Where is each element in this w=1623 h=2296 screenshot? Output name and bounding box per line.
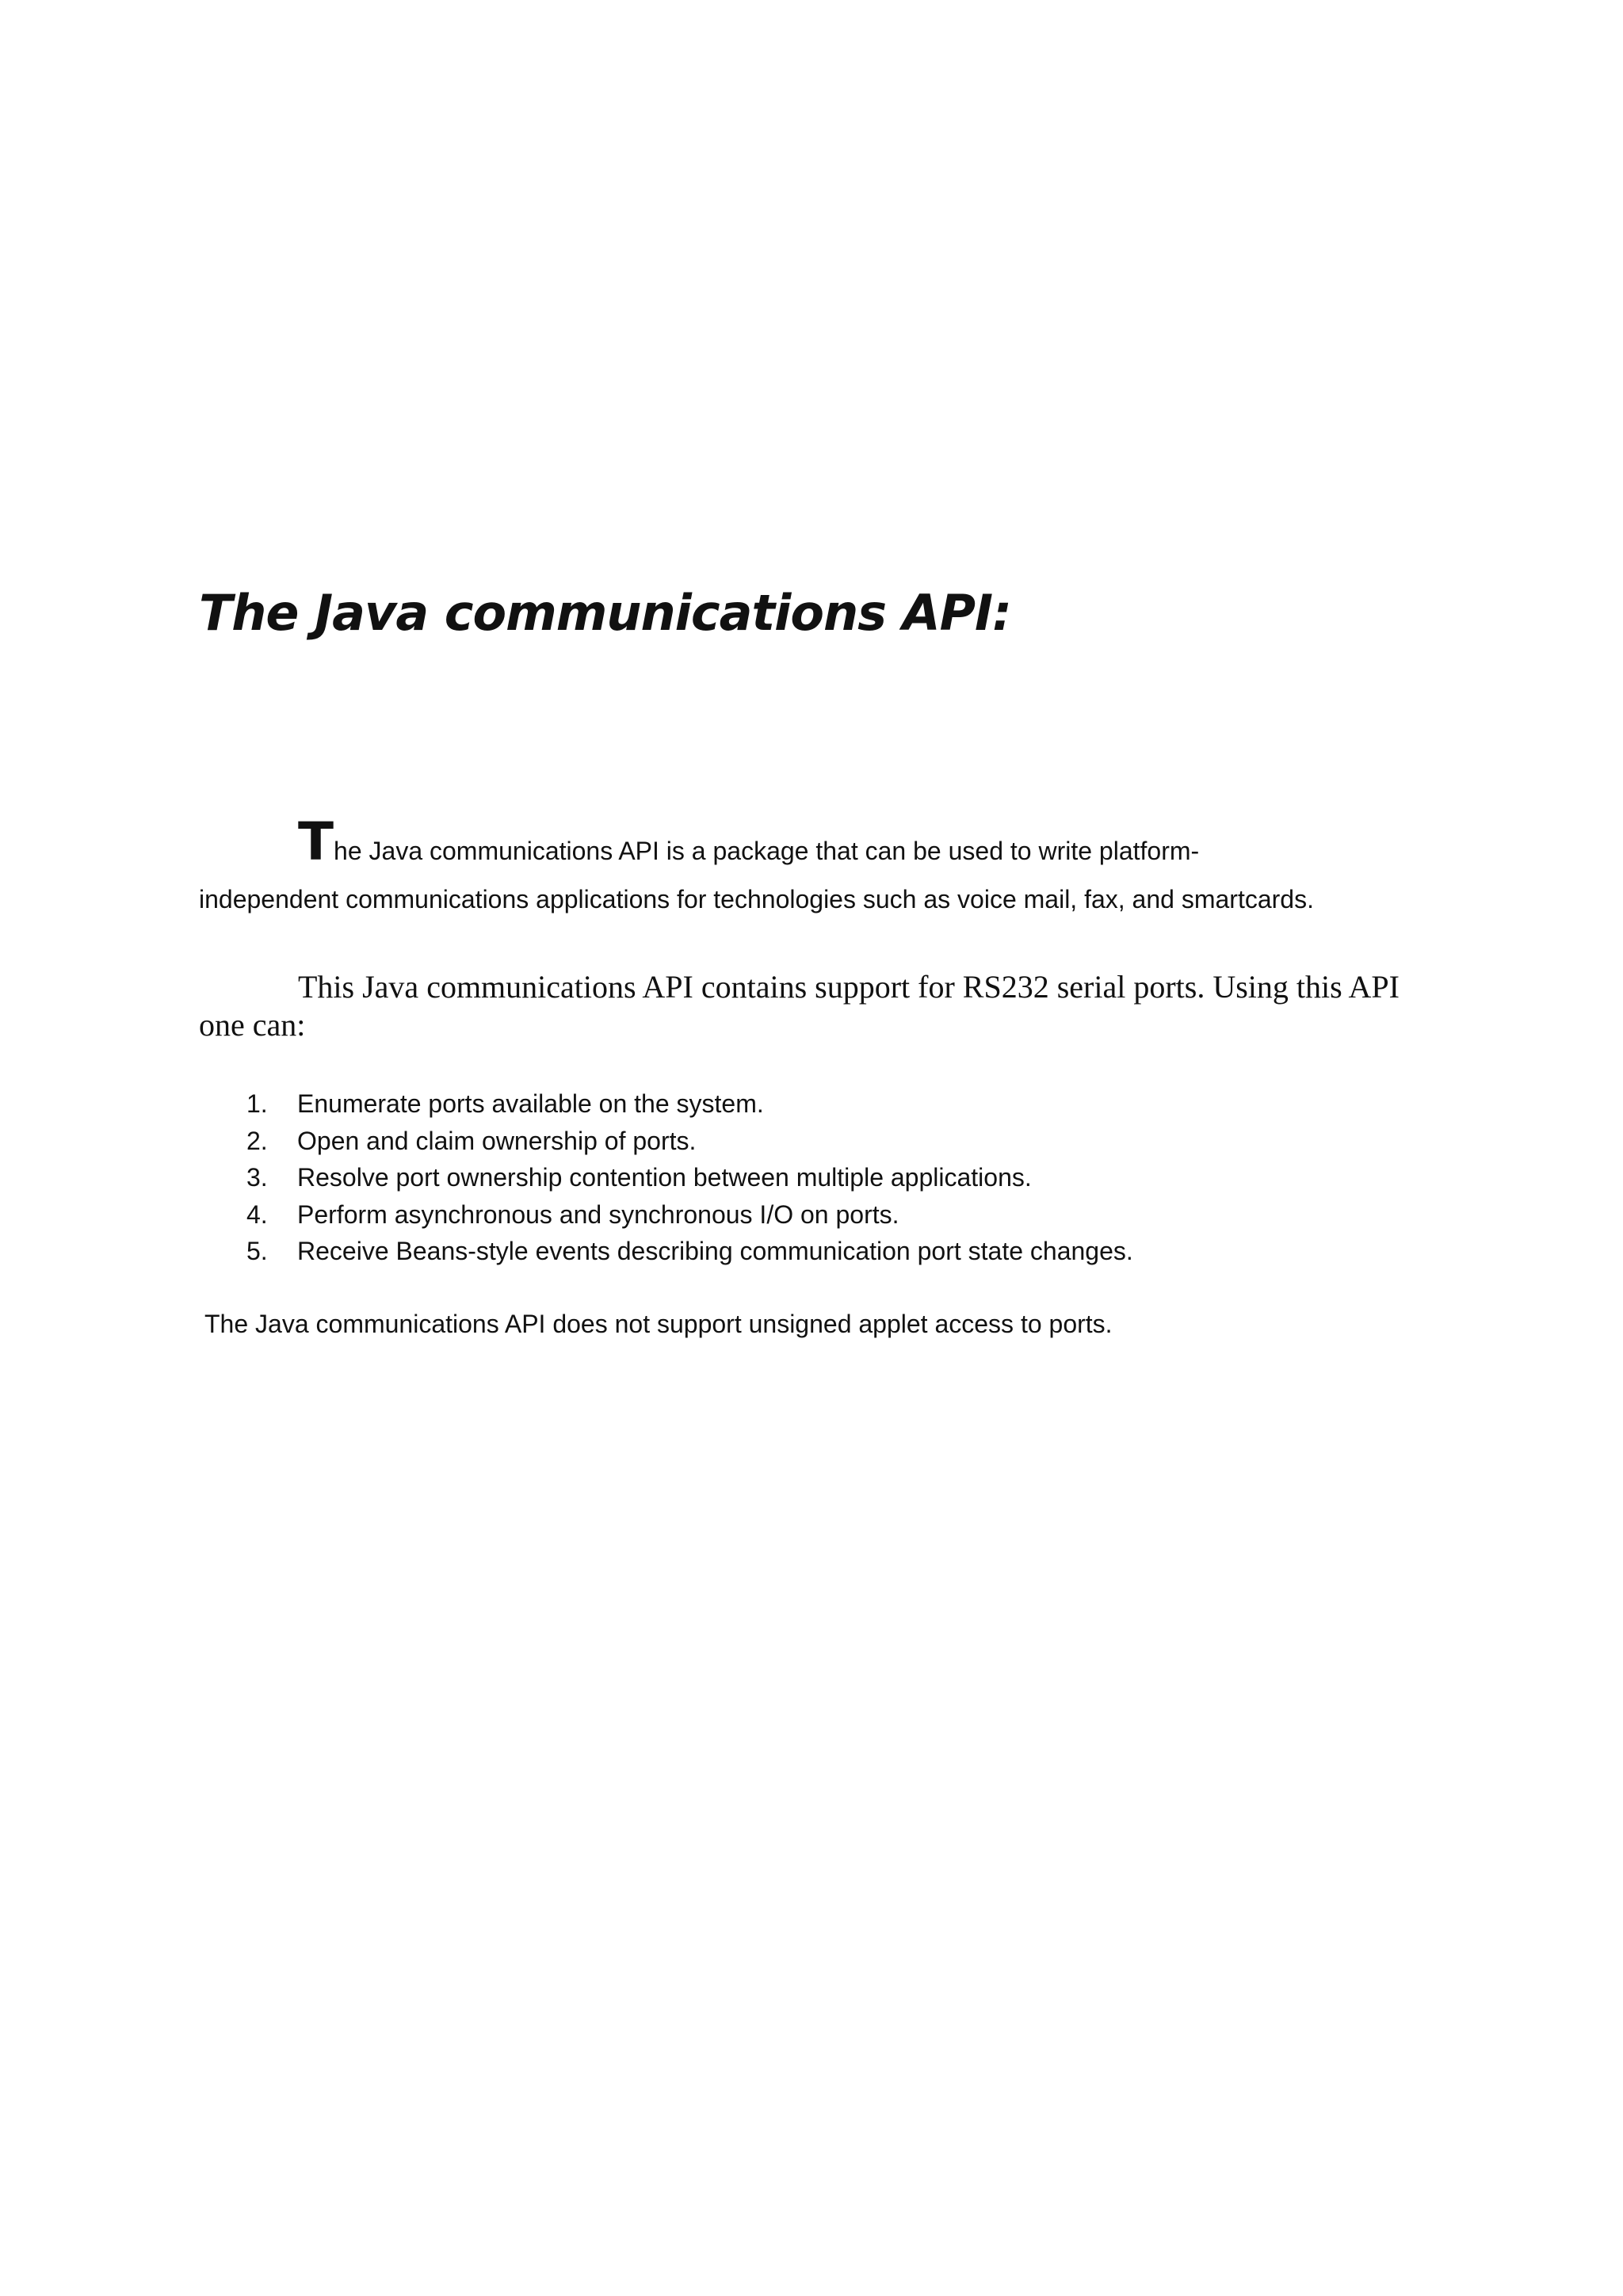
list-item: [199, 1233, 1467, 1270]
list-item-text: Perform asynchronous and synchronous I/O on ports.: [297, 1199, 899, 1229]
list-item-text: Enumerate ports available on the system.: [297, 1089, 764, 1118]
drop-cap: T: [298, 811, 334, 872]
list-item-number: 5.: [246, 1237, 268, 1265]
capabilities-list: [199, 1085, 1467, 1270]
list-item-text: Resolve port ownership contention between multiple applications.: [297, 1163, 1032, 1192]
intro-paragraph: [199, 811, 1435, 914]
list-item: [199, 1196, 1467, 1234]
intro-second-line: independent communications applications for technologies such as voice mail, fax, and smartcards.: [199, 885, 1314, 913]
list-item-number: 3.: [246, 1163, 268, 1192]
list-item-number: 2.: [246, 1126, 268, 1155]
list-item: [199, 1123, 1467, 1160]
list-item: [199, 1085, 1467, 1123]
list-item-text: Receive Beans-style events describing communication port state changes.: [297, 1237, 1133, 1265]
support-paragraph: This Java communications API contains support for RS232 serial ports. Using this API one can:: [199, 969, 1400, 1043]
list-item-text: Open and claim ownership of ports.: [297, 1126, 697, 1155]
list-item-number: 4.: [246, 1199, 268, 1229]
page-title: The Java communications API:: [199, 584, 1011, 642]
intro-first-line: [298, 811, 1435, 872]
list-item: [199, 1159, 1467, 1196]
intro-first-line-text: he Java communications API is a package that can be used to write platform-: [334, 837, 1200, 865]
list-item-number: 1.: [246, 1089, 268, 1118]
closing-paragraph: The Java communications API does not support unsigned applet access to ports.: [204, 1310, 1113, 1338]
